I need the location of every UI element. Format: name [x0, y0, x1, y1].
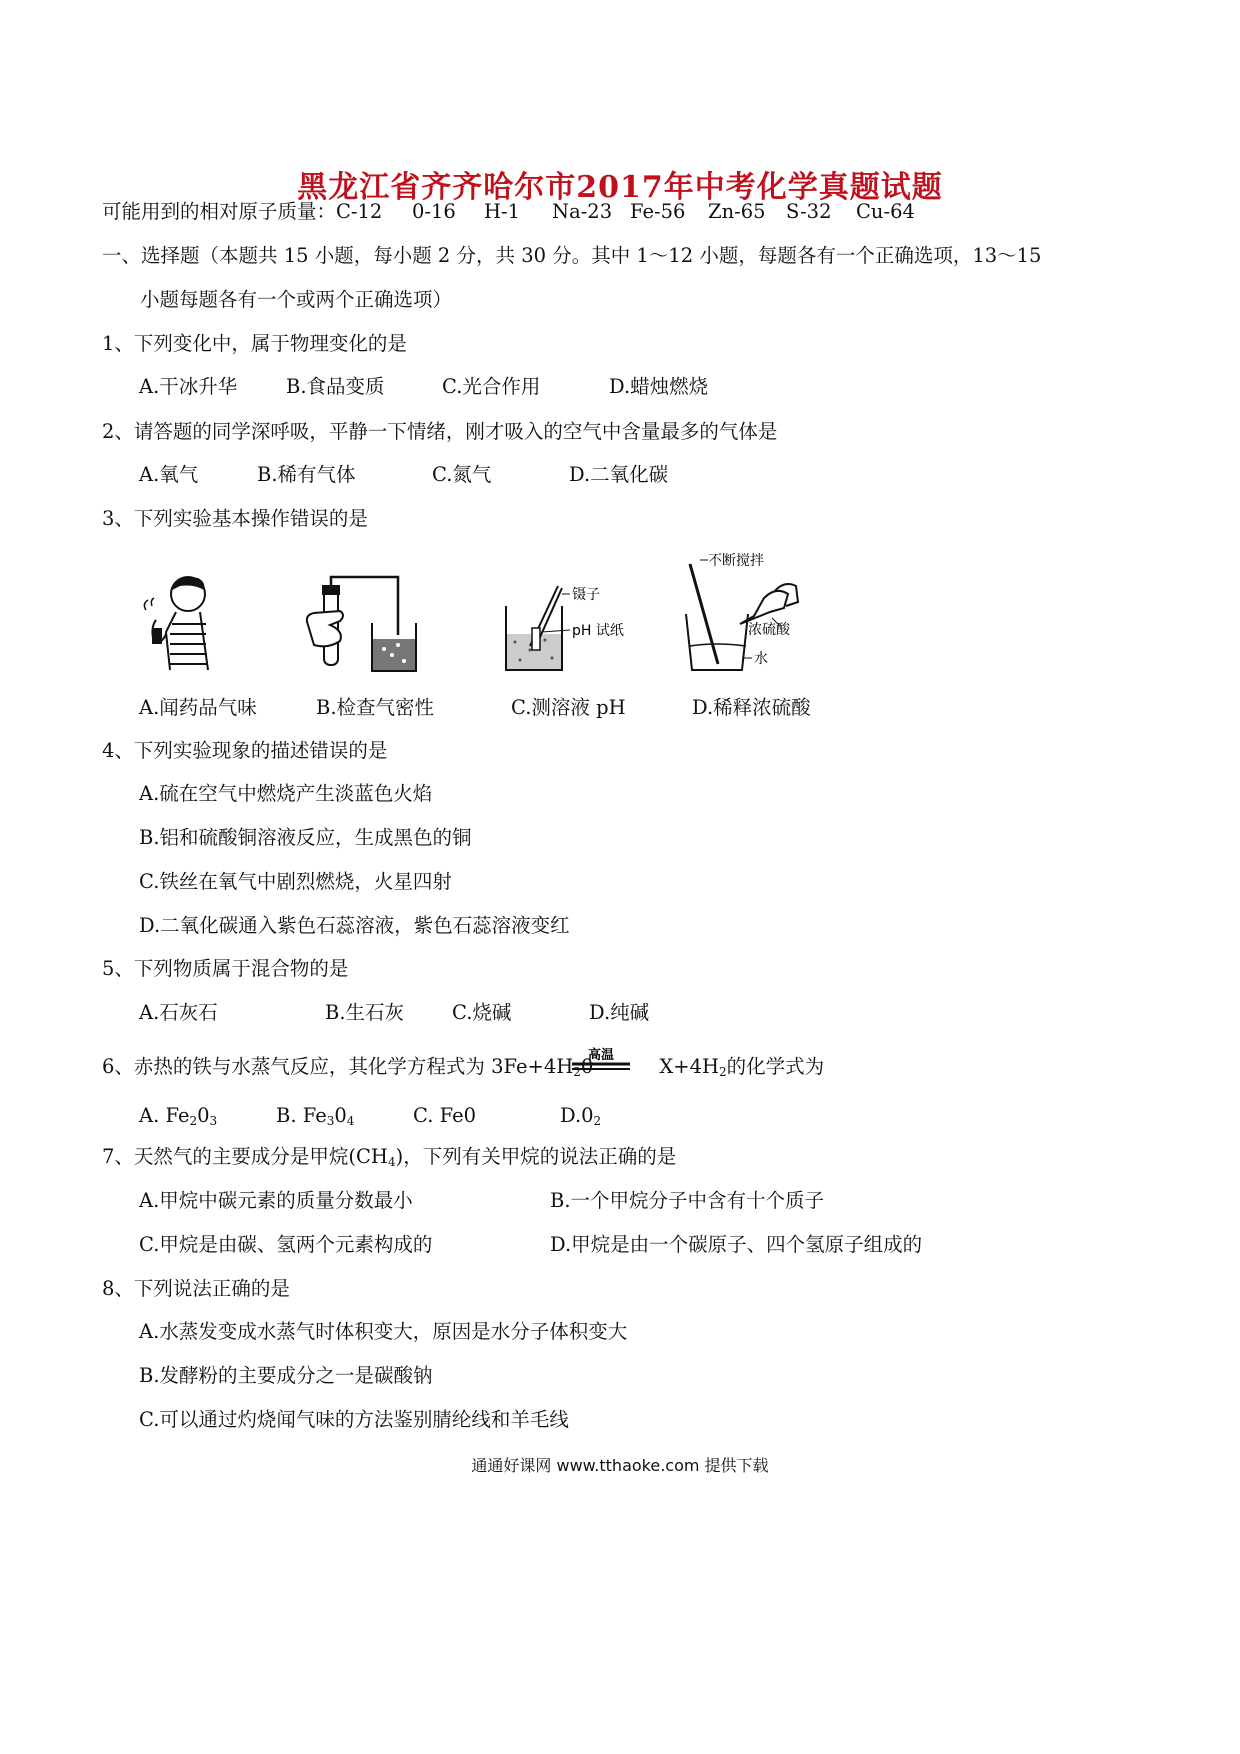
question-6-stem-part-d: 的化学式为 — [726, 1055, 825, 1078]
atomic-mass-h: H-1 — [484, 200, 521, 223]
question-6-option-a: A. $Fe_20_3$ — [139, 1104, 218, 1128]
question-3-option-a: A.闻药品气味 — [139, 696, 257, 719]
figure-smell-chemical — [136, 572, 231, 672]
question-6-stem — [102, 1053, 824, 1086]
reaction-condition-arrow — [570, 1046, 632, 1076]
question-6-option-b: B. $Fe_30_4$ — [276, 1104, 355, 1128]
atomic-mass-c: C-12 — [336, 200, 383, 223]
question-4-option-c: C.铁丝在氧气中剧烈燃烧，火星四射 — [139, 870, 452, 893]
question-4-option-a: A.硫在空气中燃烧产生淡蓝色火焰 — [139, 782, 433, 805]
page-title: 黑龙江省齐齐哈尔市2017年中考化学真题试题 — [297, 170, 943, 205]
question-2-option-d: D.二氧化碳 — [569, 463, 669, 486]
question-4-stem: 4、下列实验现象的描述错误的是 — [102, 739, 388, 762]
question-6-stem-part-a: 6、赤热的铁与水蒸气反应，其化学方程式为 3Fe+4H — [102, 1055, 574, 1078]
question-8-stem: 8、下列说法正确的是 — [102, 1277, 290, 1300]
question-3-option-b: B.检查气密性 — [316, 696, 435, 719]
question-8-option-b: B.发酵粉的主要成分之一是碳酸钠 — [139, 1364, 433, 1387]
atomic-mass-zn: Zn-65 — [708, 200, 766, 223]
section-1-heading: 一、选择题（本题共 15 小题，每小题 2 分，共 30 分。其中 1～12 小题，每题各有一个正确选项，13～15 — [102, 244, 1042, 267]
label-tweezers: 镊子 — [572, 587, 600, 603]
atomic-mass-na: Na-23 — [552, 200, 613, 223]
question-1-stem: 1、下列变化中，属于物理变化的是 — [102, 332, 407, 355]
question-7-stem: 7、天然气的主要成分是甲烷$(CH_4)$，下列有关甲烷的说法正确的是 — [102, 1145, 677, 1169]
question-6-stem-part-c: X+4H — [659, 1055, 719, 1078]
question-1-option-b: B.食品变质 — [286, 375, 385, 398]
question-3-option-c: C.测溶液 pH — [511, 696, 626, 719]
question-2-stem: 2、请答题的同学深呼吸，平静一下情绪，刚才吸入的空气中含量最多的气体是 — [102, 420, 778, 443]
atomic-masses-line — [102, 198, 915, 226]
atomic-masses-label: 可能用到的相对原子质量： — [102, 200, 337, 223]
question-7-option-a: A.甲烷中碳元素的质量分数最小 — [139, 1189, 413, 1212]
question-6-stem-sub-a: 2 — [573, 1065, 581, 1079]
question-6-stem-sub-b: 2 — [718, 1065, 727, 1079]
page-footer: 通通好课网 www.tthaoke.com 提供下载 — [471, 1456, 769, 1475]
question-7-option-d: D.甲烷是由一个碳原子、四个氢原子组成的 — [550, 1233, 923, 1256]
question-8-option-c: C.可以通过灼烧闻气味的方法鉴别腈纶线和羊毛线 — [139, 1408, 569, 1431]
question-7-option-b: B.一个甲烷分子中含有十个质子 — [550, 1189, 825, 1212]
question-7-option-c: C.甲烷是由碳、氢两个元素构成的 — [139, 1233, 433, 1256]
label-stir: 不断搅拌 — [708, 553, 764, 569]
label-acid: 浓硫酸 — [748, 622, 790, 638]
question-5-option-d: D.纯碱 — [589, 1001, 650, 1024]
question-5-option-c: C.烧碱 — [452, 1001, 512, 1024]
question-6-option-c: C. Fe0 — [413, 1104, 477, 1127]
figure-dilute-sulfuric-acid — [680, 552, 830, 677]
question-6-stem-part-b: 0 — [580, 1055, 594, 1078]
question-1-option-d: D.蜡烛燃烧 — [609, 375, 709, 398]
atomic-mass-cu: Cu-64 — [856, 200, 915, 223]
atomic-mass-o: 0-16 — [412, 200, 456, 223]
section-1-heading-cont: 小题每题各有一个或两个正确选项） — [140, 288, 453, 311]
question-3-option-d: D.稀释浓硫酸 — [692, 696, 811, 719]
question-1-option-c: C.光合作用 — [442, 375, 541, 398]
question-2-option-b: B.稀有气体 — [257, 463, 356, 486]
label-ph-paper: pH 试纸 — [572, 623, 624, 639]
atomic-mass-fe: Fe-56 — [630, 200, 686, 223]
question-5-option-b: B.生石灰 — [325, 1001, 405, 1024]
figure-airtightness-check — [300, 575, 420, 675]
figure-measure-ph — [500, 580, 640, 675]
question-1-option-a: A.干冰升华 — [139, 375, 238, 398]
question-5-option-a: A.石灰石 — [139, 1001, 218, 1024]
atomic-mass-s: S-32 — [786, 200, 832, 223]
question-2-option-c: C.氮气 — [432, 463, 492, 486]
question-4-option-b: B.铝和硫酸铜溶液反应，生成黑色的铜 — [139, 826, 472, 849]
question-3-stem: 3、下列实验基本操作错误的是 — [102, 507, 368, 530]
question-4-option-d: D.二氧化碳通入紫色石蕊溶液，紫色石蕊溶液变红 — [139, 914, 570, 937]
question-8-option-a: A.水蒸发变成水蒸气时体积变大，原因是水分子体积变大 — [139, 1320, 628, 1343]
question-2-option-a: A.氧气 — [139, 463, 199, 486]
question-6-option-d: $D.0_2$ — [560, 1104, 602, 1128]
label-water: 水 — [754, 651, 768, 667]
reaction-condition: 高温 — [587, 1048, 615, 1063]
question-5-stem: 5、下列物质属于混合物的是 — [102, 957, 349, 980]
